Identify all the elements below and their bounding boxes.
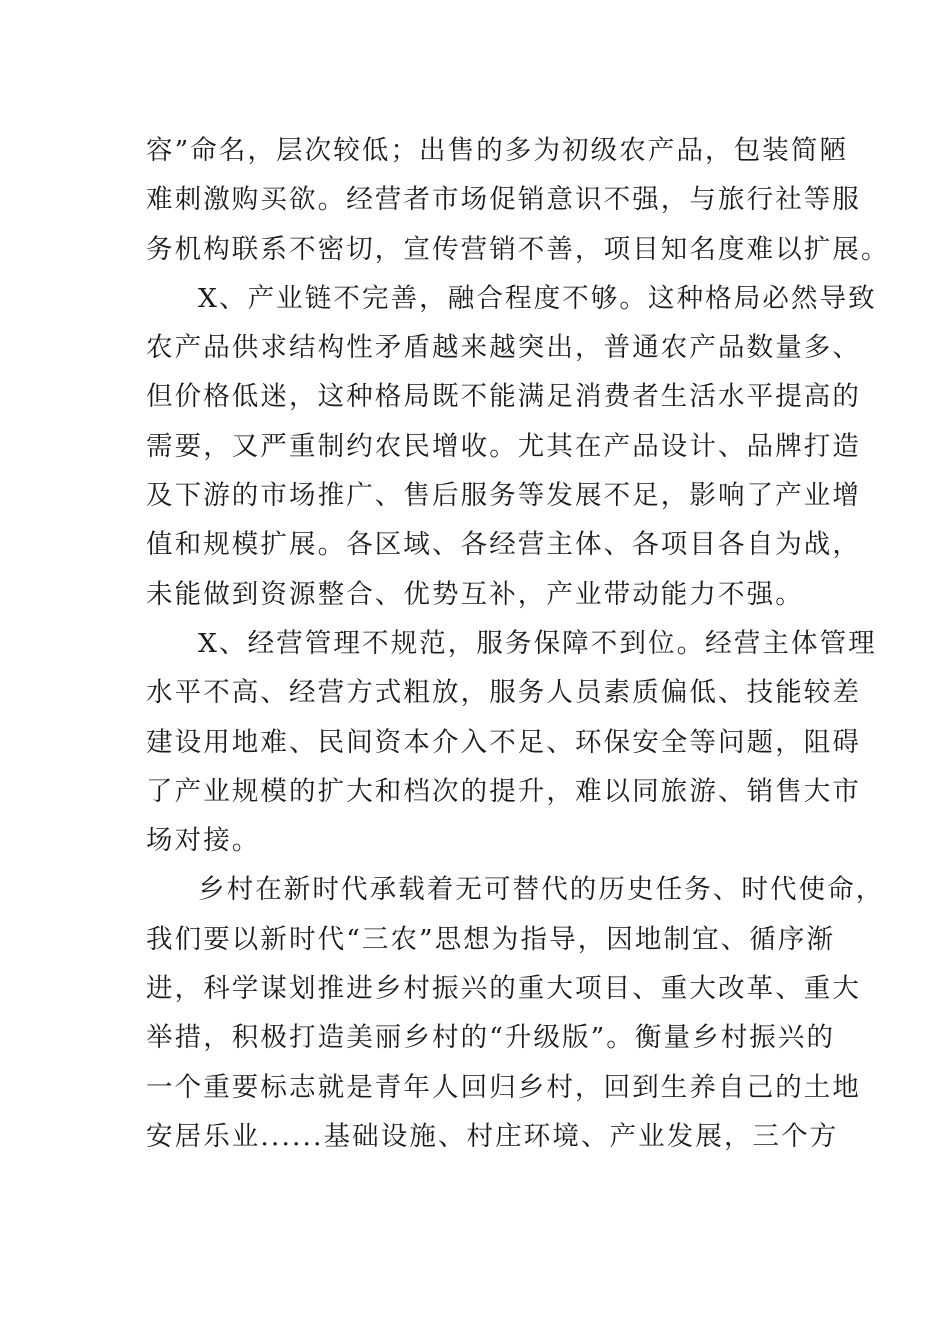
text-line: 举措，积极打造美丽乡村的“升级版”。衡量乡村振兴的 [146, 1022, 836, 1054]
text-line: 一个重要标志就是青年人回归乡村，回到生养自己的土地 [146, 1071, 861, 1103]
text-line: 了产业规模的扩大和档次的提升，难以同旅游、销售大市 [146, 775, 861, 807]
text-line: 乡村在新时代承载着无可替代的历史任务、时代使命， [198, 874, 885, 906]
text-line: X、经营管理不规范，服务保障不到位。经营主体管理 [198, 627, 877, 659]
text-line: 安居乐业......基础设施、村庄环境、产业发展，三个方 [146, 1120, 839, 1152]
text-line: 农产品供求结构性矛盾越来越突出，普通农产品数量多、 [146, 332, 861, 364]
text-line: 及下游的市场推广、售后服务等发展不足，影响了产业增 [146, 480, 861, 512]
text-line: 容”命名，层次较低；出售的多为初级农产品，包装简陋 [146, 135, 849, 166]
text-line: 需要，又严重制约农民增收。尤其在产品设计、品牌打造 [146, 430, 861, 462]
text-line: 场对接。 [146, 825, 261, 857]
document-body [146, 126, 890, 1161]
text-line: 建设用地难、民间资本介入不足、环保安全等问题，阻碍 [146, 726, 861, 758]
text-line: X、产业链不完善，融合程度不够。这种格局必然导致 [198, 282, 877, 314]
text-line: 务机构联系不密切，宣传营销不善，项目知名度难以扩展。 [146, 233, 890, 265]
text-line: 难刺激购买欲。经营者市场促销意识不强，与旅行社等服 [146, 184, 861, 216]
text-line: 我们要以新时代“三农”思想为指导，因地制宜、循序渐 [146, 923, 836, 955]
text-line: 水平不高、经营方式粗放，服务人员素质偏低、技能较差 [146, 677, 861, 709]
text-line: 值和规模扩展。各区域、各经营主体、各项目各自为战， [146, 529, 861, 561]
text-line: 但价格低迷，这种格局既不能满足消费者生活水平提高的 [146, 381, 861, 413]
text-line: 未能做到资源整合、优势互补，产业带动能力不强。 [146, 578, 804, 610]
text-line: 进，科学谋划推进乡村振兴的重大项目、重大改革、重大 [146, 973, 861, 1005]
